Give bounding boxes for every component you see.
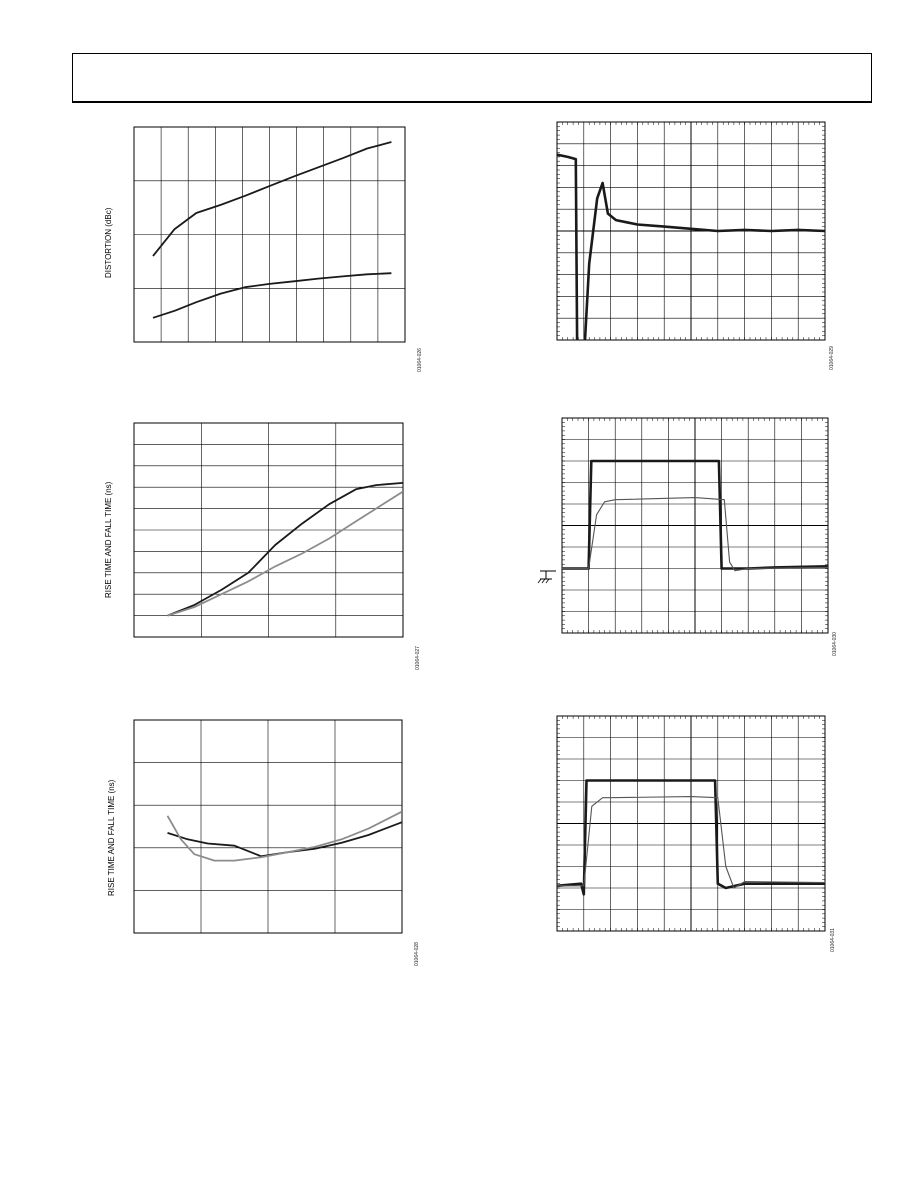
rise-fall-1-series-0-line	[168, 483, 403, 616]
distortion-y-axis-label: DISTORTION (dBc)	[104, 207, 113, 278]
rise-fall-1-series-1-line	[168, 492, 403, 616]
pulse-2-figure-code: 01064-031	[830, 928, 836, 952]
page-header-box	[72, 53, 872, 103]
distortion-chart-plot	[134, 127, 405, 342]
rise-fall-1-y-axis-label: RISE TIME AND FALL TIME (ns)	[104, 481, 113, 598]
rise-fall-1-figure-code: 01064-027	[415, 646, 421, 670]
rise-fall-time-chart-1	[134, 423, 403, 637]
pulse-response-chart-2	[557, 716, 825, 931]
distortion-grid	[134, 127, 405, 342]
distortion-series-1-line	[153, 273, 391, 318]
rise-fall-2-y-axis-label: RISE TIME AND FALL TIME (ns)	[107, 779, 116, 896]
rise-fall-time-chart-2	[134, 720, 402, 933]
pulse-response-chart-2-plot	[557, 716, 825, 931]
pulse-2-grid	[557, 716, 825, 931]
pulse-1-grid	[562, 418, 828, 633]
distortion-figure-code: 01064-026	[417, 348, 423, 372]
rise-fall-time-chart-1-plot	[134, 423, 403, 637]
settling-chart-plot	[557, 122, 825, 340]
distortion-chart	[134, 127, 405, 342]
settling-figure-code: 01064-029	[829, 346, 835, 370]
pulse-response-chart-1-plot	[562, 418, 828, 633]
rise-fall-2-figure-code: 01064-028	[414, 942, 420, 966]
settling-chart	[557, 122, 825, 340]
rise-fall-time-chart-2-plot	[134, 720, 402, 933]
distortion-series-0-line	[153, 142, 391, 256]
pulse-1-figure-code: 01064-030	[832, 632, 838, 656]
rise-fall-2-series-0-line	[168, 822, 403, 856]
ground-marker-icon	[536, 565, 558, 587]
rise-fall-1-grid	[134, 423, 403, 637]
pulse-response-chart-1	[562, 418, 828, 633]
